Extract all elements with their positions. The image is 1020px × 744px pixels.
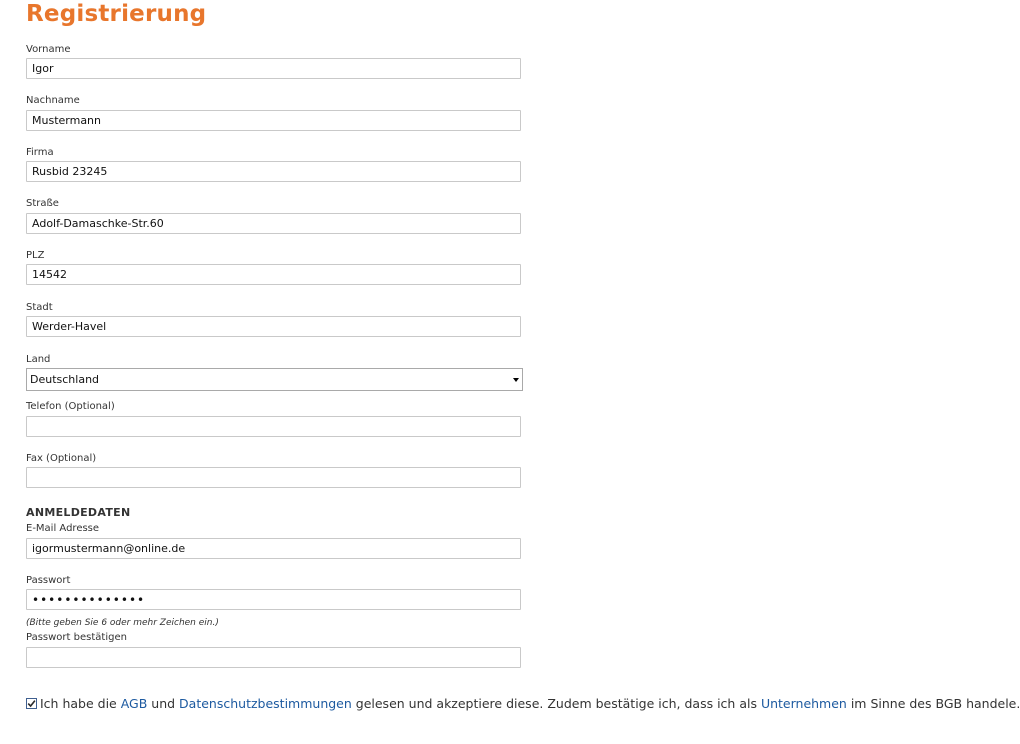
firma-input[interactable]	[26, 161, 521, 182]
password-hint: (Bitte geben Sie 6 oder mehr Zeichen ein.)	[26, 618, 219, 628]
unternehmen-link[interactable]: Unternehmen	[760, 695, 847, 711]
anmeldedaten-heading: ANMELDEDATEN	[26, 506, 131, 519]
checkmark-icon	[27, 699, 36, 708]
password-label: Passwort	[26, 575, 71, 586]
email-label: E-Mail Adresse	[26, 523, 100, 534]
nachname-input[interactable]	[26, 110, 521, 131]
firma-label: Firma	[26, 147, 54, 158]
telefon-label: Telefon (Optional)	[26, 401, 115, 412]
fax-label: Fax (Optional)	[26, 453, 97, 464]
fax-input[interactable]	[26, 467, 521, 488]
telefon-input[interactable]	[26, 416, 521, 437]
nachname-label: Nachname	[26, 95, 80, 106]
land-label: Land	[26, 354, 51, 365]
chevron-down-icon	[513, 378, 519, 382]
plz-label: PLZ	[26, 250, 45, 261]
land-select[interactable]	[26, 368, 523, 391]
plz-input[interactable]	[26, 264, 521, 285]
stadt-label: Stadt	[26, 302, 53, 313]
agb-link[interactable]: AGB	[120, 695, 148, 711]
consent-row	[26, 695, 1020, 711]
consent-text-3: gelesen und akzeptiere diese. Zudem bestätige ich, dass ich als	[351, 695, 761, 711]
datenschutz-link[interactable]: Datenschutzbestimmungen	[179, 695, 352, 711]
consent-text-4: im Sinne des BGB handele.	[846, 695, 1020, 711]
consent-checkbox[interactable]	[26, 698, 37, 709]
page-title: Registrierung	[26, 1, 207, 27]
stadt-input[interactable]	[26, 316, 521, 337]
vorname-label: Vorname	[26, 44, 71, 55]
password-confirm-label: Passwort bestätigen	[26, 632, 127, 643]
password-input[interactable]	[26, 589, 521, 610]
strasse-input[interactable]	[26, 213, 521, 234]
consent-text-2: und	[147, 695, 180, 711]
email-input[interactable]	[26, 538, 521, 559]
land-select-value: Deutschland	[30, 373, 100, 386]
vorname-input[interactable]	[26, 58, 521, 79]
strasse-label: Straße	[26, 198, 59, 209]
password-confirm-input[interactable]	[26, 647, 521, 668]
consent-text-1: Ich habe die	[40, 695, 121, 711]
